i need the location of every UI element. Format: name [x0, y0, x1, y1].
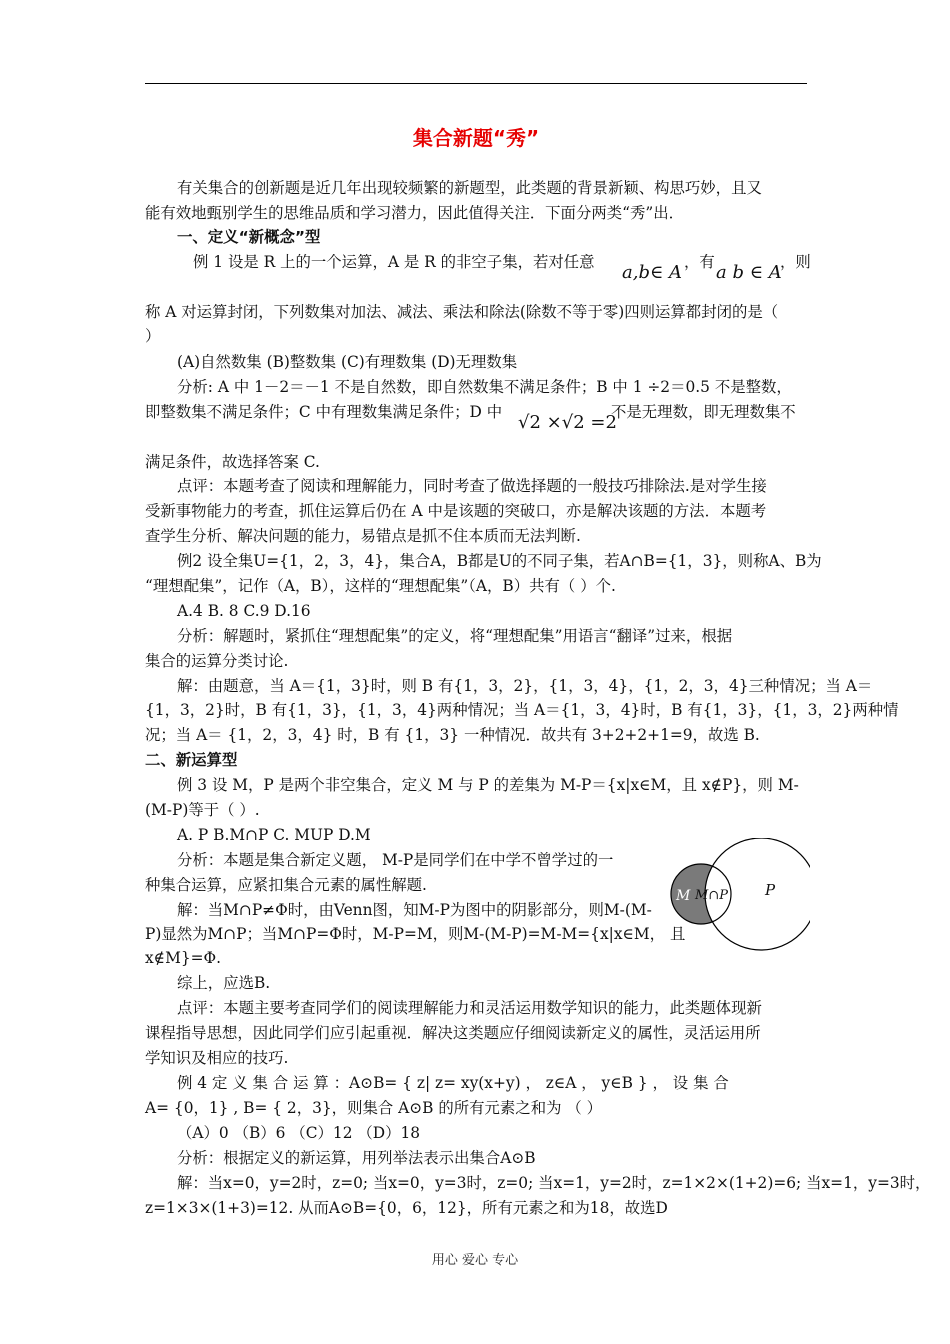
ex4-solution-1: 解：当x=0，y=2时，z=0; 当x=0，y=3时，z=0; 当x=1，y=2时，z=1×2×(1+2)=6; 当x=1，y=3时， [177, 1174, 931, 1192]
ex1-comment-2: 受新事物能力的考查，抓住运算后仍在 A 中是该题的突破口，亦是解决该题的方法．本题考 [145, 502, 767, 520]
ex3-comment-3: 学知识及相应的技巧. [145, 1049, 289, 1067]
ex2-line-2: “理想配集”，记作（A，B），这样的“理想配集”（A，B）共有（ ）个. [145, 577, 616, 595]
page-title: 集合新题“秀” [412, 126, 540, 150]
venn-diagram [668, 838, 810, 954]
ex1-analysis-1: 分析: A 中 1－2＝－1 不是自然数，即自然数集不满足条件；B 中 1 ÷2＝0.5 不是整数， [177, 378, 792, 396]
ex3-line-2: (M-P)等于（ ）. [145, 801, 260, 819]
ex3-comment-1: 点评：本题主要考查同学们的阅读理解能力和灵活运用数学知识的能力，此类题体现新 [177, 999, 762, 1017]
ex3-comment-2: 课程指导思想，因此同学们应引起重视．解决这类题应仔细阅读新定义的属性，灵活运用所 [145, 1024, 761, 1042]
ex1-analysis-3: 满足条件，故选择答案 C. [145, 453, 320, 471]
ex3-solution-3: x∉M}=Φ. [145, 949, 222, 967]
ex3-solution-2: P)显然为M∩P；当M∩P=Φ时，M-P=M，则M-(M-P)=M-M={x|x∈M， 且 [145, 925, 686, 943]
ex2-line-1: 例2 设全集U={1，2，3，4}，集合A，B都是U的不同子集，若A∩B={1，3}，则称A、B为 [177, 552, 822, 570]
ex1-line-2: 称 A 对运算封闭，下列数集对加法、减法、乘法和除法(除数不等于零)四则运算都封闭的是（ [145, 303, 779, 321]
ex1-line-1b: ，有 [684, 253, 715, 271]
ex2-analysis-1: 分析：解题时，紧抓住“理想配集”的定义，将“理想配集”用语言“翻译”过来，根据 [177, 627, 733, 645]
ex3-options: A. P B.M∩P C. MUP D.M [177, 826, 371, 844]
header-rule [145, 83, 807, 84]
section-2-heading: 二、新运算型 [145, 751, 238, 769]
intro-line-2: 能有效地甄别学生的思维品质和学习潜力，因此值得关注．下面分两类“秀”出． [145, 204, 685, 222]
ex3-solution-1: 解：当M∩P≠Φ时，由Venn图，知M-P为图中的阴影部分，则M-(M- [177, 901, 652, 919]
ex1-math-3: √2 ×√2 =2 [518, 412, 617, 433]
ex4-analysis: 分析：根据定义的新运算，用列举法表示出集合A⊙B [177, 1149, 536, 1167]
ex3-analysis-2: 种集合运算，应紧扣集合元素的属性解题. [145, 876, 427, 894]
ex1-comment-1: 点评：本题考查了阅读和理解能力，同时考查了做选择题的一般技巧排除法.是对学生接 [177, 477, 767, 495]
ex1-line-1c: ，则 [780, 253, 811, 271]
ex1-line-3: ） [145, 327, 161, 345]
ex1-analysis-2b: 不是无理数，即无理数集不 [611, 403, 796, 421]
ex3-conclusion: 综上，应选B. [177, 974, 271, 992]
ex4-options: （A）0 （B）6 （C）12 （D）18 [177, 1124, 421, 1142]
ex1-analysis-2a: 即整数集不满足条件；C 中有理数集满足条件；D 中 [145, 403, 503, 421]
page-footer: 用心 爱心 专心 [431, 1253, 519, 1268]
venn-label-m: M [676, 888, 691, 904]
ex2-solution-3: 况；当 A＝ {1，2，3，4} 时，B 有 {1，3} 一种情况．故共有 3+2+2+1=9，故选 B. [145, 726, 760, 744]
intro-line-1: 有关集合的创新题是近几年出现较频繁的新题型，此类题的背景新颖、构思巧妙，且又 [177, 179, 762, 197]
ex4-line-2: A= {0，1} , B= { 2，3}，则集合 A⊙B 的所有元素之和为 （ ） [145, 1099, 603, 1117]
ex2-solution-2: {1，3，2}时，B 有{1，3}，{1，3，4}两种情况；当 A＝{1，3，4}时，B 有{1，3}，{1，3，2}两种情 [145, 701, 899, 719]
ex4-line-1: 例 4 定 义 集 合 运 算 ：A⊙B= { z| z= xy(x+y) ， z∈A ， y∈B } ， 设 集 合 [177, 1074, 729, 1092]
ex4-solution-2: z=1×3×(1+3)=12. 从而A⊙B={0，6，12}，所有元素之和为18，故选D [145, 1199, 668, 1217]
ex1-comment-3: 查学生分析、解决问题的能力，易错点是抓不住本质而无法判断. [145, 527, 581, 545]
ex2-analysis-2: 集合的运算分类讨论. [145, 652, 289, 670]
venn-label-mp: M∩P [695, 888, 728, 903]
venn-label-p: P [765, 881, 776, 899]
ex2-solution-1: 解：由题意，当 A＝{1，3}时，则 B 有{1，3，2}，{1，3，4}，{1，2，3，4}三种情况；当 A＝ [177, 677, 873, 695]
ex1-math-1: a,b∈ A [622, 262, 683, 283]
ex2-options: A.4 B. 8 C.9 D.16 [177, 602, 311, 620]
ex1-options: (A)自然数集 (B)整数集 (C)有理数集 (D)无理数集 [177, 353, 518, 371]
ex1-math-2: a b ∈ A [716, 262, 782, 283]
ex3-analysis-1: 分析：本题是集合新定义题， M-P是同学们在中学不曾学过的一 [177, 851, 614, 869]
ex3-line-1: 例 3 设 M，P 是两个非空集合，定义 M 与 P 的差集为 M-P＝{x|x∈M，且 x∉P}，则 M- [177, 776, 799, 794]
ex1-line-1a: 例 1 设是 R 上的一个运算，A 是 R 的非空子集，若对任意 [193, 253, 595, 271]
section-1-heading: 一、定义“新概念”型 [177, 228, 321, 246]
